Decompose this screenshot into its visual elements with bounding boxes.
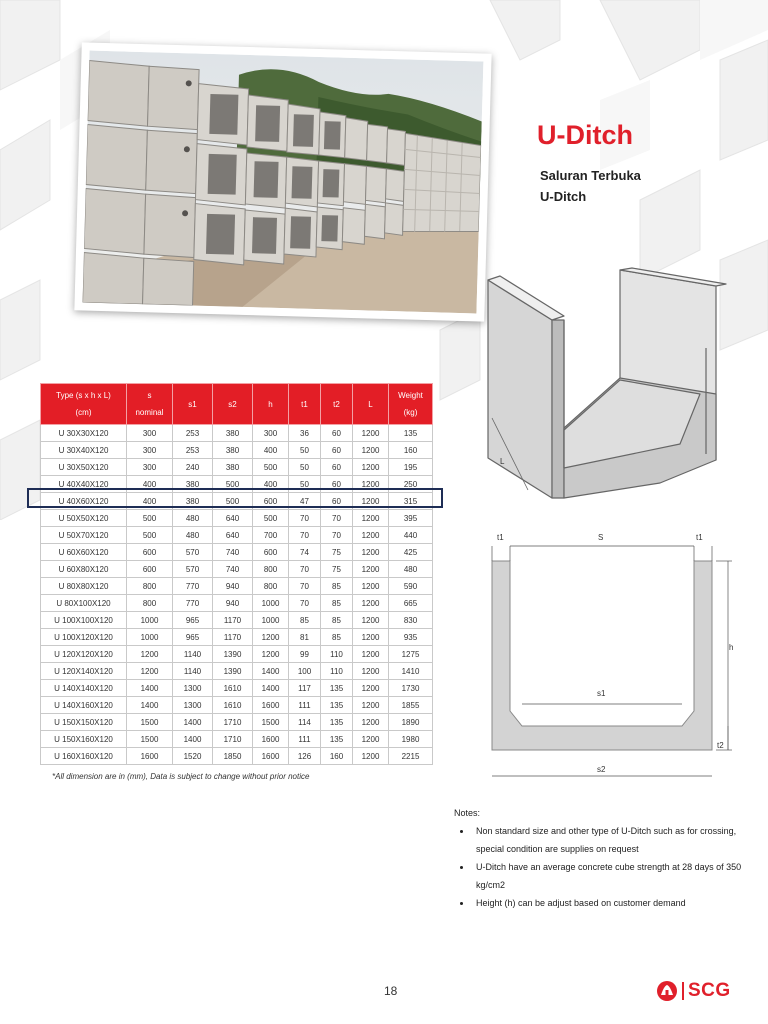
table-cell: 1200: [353, 425, 389, 442]
table-cell: 830: [389, 612, 433, 629]
table-cell: 800: [127, 595, 173, 612]
table-cell: 126: [289, 748, 321, 765]
table-cell: 1000: [127, 612, 173, 629]
table-cell: 75: [321, 544, 353, 561]
table-cell: 75: [321, 561, 353, 578]
table-cell: 85: [321, 612, 353, 629]
page-number: 18: [384, 984, 398, 998]
table-cell: 1390: [213, 663, 253, 680]
table-cell: 1200: [353, 714, 389, 731]
table-cell: 135: [321, 680, 353, 697]
table-cell: U 30X40X120: [41, 442, 127, 459]
table-cell: 1890: [389, 714, 433, 731]
table-cell: 70: [321, 510, 353, 527]
table-cell: 500: [253, 510, 289, 527]
table-cell: 135: [321, 714, 353, 731]
table-cell: 665: [389, 595, 433, 612]
table-cell: U 140X160X120: [41, 697, 127, 714]
note-item: • Non standard size and other type of U-Ditch such as for crossing, special condition are supplies on request: [472, 822, 754, 858]
table-cell: 965: [173, 629, 213, 646]
table-cell: U 40X60X120: [41, 493, 127, 510]
table-cell: 300: [127, 425, 173, 442]
label-s1: s1: [597, 689, 606, 698]
table-cell: 1200: [353, 544, 389, 561]
table-cell: 600: [253, 544, 289, 561]
table-row: [41, 544, 433, 561]
table-cell: 800: [253, 578, 289, 595]
table-cell: 500: [253, 459, 289, 476]
table-cell: U 140X140X120: [41, 680, 127, 697]
header-weight: Weight (kg): [389, 384, 433, 425]
table-cell: 1710: [213, 731, 253, 748]
table-cell: 965: [173, 612, 213, 629]
table-row: [41, 425, 433, 442]
header-l: L: [353, 384, 389, 425]
table-cell: 1400: [127, 697, 173, 714]
u-ditch-stack-photo: [83, 51, 484, 314]
table-row: [41, 578, 433, 595]
table-cell: 1610: [213, 680, 253, 697]
header-type: Type (s x h x L) (cm): [41, 384, 127, 425]
table-cell: 1200: [353, 527, 389, 544]
table-cell: 250: [389, 476, 433, 493]
table-row: [41, 595, 433, 612]
table-cell: 400: [253, 476, 289, 493]
table-row: [41, 680, 433, 697]
page-title: U-Ditch: [537, 120, 633, 150]
table-cell: 1600: [253, 731, 289, 748]
table-cell: 60: [321, 442, 353, 459]
table-cell: U 120X120X120: [41, 646, 127, 663]
table-cell: U 100X100X120: [41, 612, 127, 629]
table-cell: 70: [289, 561, 321, 578]
table-cell: 1200: [353, 697, 389, 714]
table-row: [41, 561, 433, 578]
table-cell: 1170: [213, 612, 253, 629]
table-cell: 110: [321, 663, 353, 680]
table-cell: U 50X70X120: [41, 527, 127, 544]
table-cell: U 50X50X120: [41, 510, 127, 527]
table-cell: 50: [289, 459, 321, 476]
table-cell: 1730: [389, 680, 433, 697]
table-cell: 1600: [253, 697, 289, 714]
table-cell: 1400: [173, 714, 213, 731]
header-s1: s1: [173, 384, 213, 425]
table-cell: 1850: [213, 748, 253, 765]
table-cell: 110: [321, 646, 353, 663]
table-cell: 1200: [353, 493, 389, 510]
label-t1-left: t1: [497, 533, 504, 542]
table-row: [41, 510, 433, 527]
table-cell: U 150X160X120: [41, 731, 127, 748]
brand-divider: [682, 982, 684, 1000]
table-cell: 640: [213, 527, 253, 544]
table-cell: 740: [213, 544, 253, 561]
table-cell: 500: [213, 493, 253, 510]
subtitle: [540, 165, 641, 207]
table-cell: U 80X100X120: [41, 595, 127, 612]
u-ditch-isometric-diagram: [480, 258, 740, 508]
table-cell: 1610: [213, 697, 253, 714]
table-cell: 1140: [173, 663, 213, 680]
table-cell: 1400: [253, 663, 289, 680]
table-cell: 1980: [389, 731, 433, 748]
iso-label-l: L: [500, 457, 505, 466]
table-cell: 800: [127, 578, 173, 595]
table-cell: 570: [173, 544, 213, 561]
table-cell: 500: [127, 527, 173, 544]
table-cell: 380: [213, 459, 253, 476]
table-cell: U 120X140X120: [41, 663, 127, 680]
table-cell: 570: [173, 561, 213, 578]
table-cell: 85: [289, 612, 321, 629]
table-cell: 940: [213, 578, 253, 595]
table-cell: 60: [321, 493, 353, 510]
table-cell: 1000: [253, 612, 289, 629]
table-cell: 1200: [353, 476, 389, 493]
header-s: s nominal: [127, 384, 173, 425]
table-cell: 480: [173, 527, 213, 544]
table-cell: 400: [253, 442, 289, 459]
note-item: • U-Ditch have an average concrete cube strength at 28 days of 350 kg/cm2: [472, 858, 754, 894]
table-cell: 70: [289, 595, 321, 612]
table-cell: 85: [321, 629, 353, 646]
table-row: [41, 527, 433, 544]
scg-emblem-icon: [656, 980, 678, 1002]
table-cell: 380: [173, 476, 213, 493]
table-cell: 1200: [127, 646, 173, 663]
notes-section: [454, 808, 754, 912]
table-row: [41, 442, 433, 459]
table-cell: 500: [127, 510, 173, 527]
table-cell: 315: [389, 493, 433, 510]
table-cell: 1500: [253, 714, 289, 731]
table-cell: 1300: [173, 680, 213, 697]
table-cell: 2215: [389, 748, 433, 765]
table-row: [41, 646, 433, 663]
table-cell: 160: [389, 442, 433, 459]
table-cell: 60: [321, 459, 353, 476]
table-cell: 600: [127, 544, 173, 561]
table-cell: 1200: [127, 663, 173, 680]
table-cell: 85: [321, 595, 353, 612]
table-cell: 640: [213, 510, 253, 527]
table-cell: 60: [321, 476, 353, 493]
table-cell: 770: [173, 595, 213, 612]
table-cell: U 60X80X120: [41, 561, 127, 578]
u-ditch-cross-section-diagram: [470, 526, 740, 786]
table-cell: 1855: [389, 697, 433, 714]
table-cell: 100: [289, 663, 321, 680]
table-cell: 740: [213, 561, 253, 578]
table-row: [41, 731, 433, 748]
table-cell: 1140: [173, 646, 213, 663]
subtitle-line-1: Saluran Terbuka: [540, 168, 641, 183]
table-cell: 70: [289, 510, 321, 527]
table-cell: 1200: [353, 459, 389, 476]
table-cell: 1520: [173, 748, 213, 765]
table-cell: 1200: [353, 578, 389, 595]
table-cell: U 150X150X120: [41, 714, 127, 731]
table-cell: 1400: [173, 731, 213, 748]
label-t2: t2: [717, 741, 724, 750]
table-cell: 70: [321, 527, 353, 544]
table-row: [41, 714, 433, 731]
table-cell: 1170: [213, 629, 253, 646]
table-cell: 99: [289, 646, 321, 663]
header-s2: s2: [213, 384, 253, 425]
table-cell: U 30X30X120: [41, 425, 127, 442]
table-cell: 1500: [127, 714, 173, 731]
table-cell: 1200: [253, 646, 289, 663]
table-cell: 1275: [389, 646, 433, 663]
table-cell: 1600: [253, 748, 289, 765]
table-cell: 47: [289, 493, 321, 510]
table-cell: 1390: [213, 646, 253, 663]
notes-list: [454, 822, 754, 912]
table-cell: 114: [289, 714, 321, 731]
table-cell: U 160X160X120: [41, 748, 127, 765]
table-cell: 1000: [127, 629, 173, 646]
table-cell: 1200: [353, 561, 389, 578]
table-cell: 380: [173, 493, 213, 510]
table-cell: 1400: [253, 680, 289, 697]
table-cell: 195: [389, 459, 433, 476]
spec-table: [40, 383, 433, 765]
table-cell: 111: [289, 697, 321, 714]
table-row: [41, 459, 433, 476]
subtitle-line-2: U-Ditch: [540, 189, 587, 204]
table-cell: 1200: [253, 629, 289, 646]
table-cell: 800: [253, 561, 289, 578]
table-cell: 1200: [353, 629, 389, 646]
table-cell: 500: [213, 476, 253, 493]
brand-name: SCG: [688, 980, 731, 1001]
table-cell: 1200: [353, 663, 389, 680]
table-cell: U 40X40X120: [41, 476, 127, 493]
table-cell: 135: [321, 731, 353, 748]
table-cell: 253: [173, 425, 213, 442]
table-cell: 74: [289, 544, 321, 561]
table-cell: 1200: [353, 442, 389, 459]
table-cell: 300: [127, 442, 173, 459]
table-cell: 1200: [353, 748, 389, 765]
label-t1-right: t1: [696, 533, 703, 542]
table-cell: 1710: [213, 714, 253, 731]
table-row: [41, 697, 433, 714]
table-cell: 380: [213, 425, 253, 442]
table-cell: 480: [173, 510, 213, 527]
header-t2: t2: [321, 384, 353, 425]
table-cell: 700: [253, 527, 289, 544]
table-cell: 70: [289, 578, 321, 595]
table-cell: 1200: [353, 595, 389, 612]
table-cell: 440: [389, 527, 433, 544]
product-photo: [74, 42, 491, 321]
table-cell: 135: [321, 697, 353, 714]
table-cell: 1500: [127, 731, 173, 748]
table-row: [41, 612, 433, 629]
header-t1: t1: [289, 384, 321, 425]
table-cell: 770: [173, 578, 213, 595]
table-cell: 1200: [353, 510, 389, 527]
label-s2: s2: [597, 765, 606, 774]
table-footnote: *All dimension are in (mm), Data is subject to change without prior notice: [52, 772, 310, 781]
table-cell: 111: [289, 731, 321, 748]
table-cell: 135: [389, 425, 433, 442]
table-cell: 81: [289, 629, 321, 646]
header-h: h: [253, 384, 289, 425]
table-row: [41, 629, 433, 646]
table-row: [41, 748, 433, 765]
table-cell: 1200: [353, 612, 389, 629]
table-cell: 70: [289, 527, 321, 544]
table-cell: 60: [321, 425, 353, 442]
table-cell: U 100X120X120: [41, 629, 127, 646]
table-cell: 400: [127, 476, 173, 493]
table-row: [41, 663, 433, 680]
table-cell: 1200: [353, 731, 389, 748]
table-cell: 253: [173, 442, 213, 459]
brand-logo: [656, 980, 731, 1002]
table-cell: 36: [289, 425, 321, 442]
table-cell: 480: [389, 561, 433, 578]
table-cell: 425: [389, 544, 433, 561]
table-cell: 935: [389, 629, 433, 646]
label-s: S: [598, 533, 604, 542]
table-cell: U 80X80X120: [41, 578, 127, 595]
table-cell: 240: [173, 459, 213, 476]
table-cell: 117: [289, 680, 321, 697]
table-cell: 600: [127, 561, 173, 578]
table-cell: 400: [127, 493, 173, 510]
table-cell: 590: [389, 578, 433, 595]
table-cell: 1200: [353, 680, 389, 697]
table-cell: 1300: [173, 697, 213, 714]
table-cell: 85: [321, 578, 353, 595]
notes-title: Notes:: [454, 808, 481, 818]
table-cell: 380: [213, 442, 253, 459]
table-cell: 395: [389, 510, 433, 527]
table-cell: 50: [289, 442, 321, 459]
label-h: h: [729, 643, 734, 652]
table-cell: 940: [213, 595, 253, 612]
table-cell: 1600: [127, 748, 173, 765]
table-cell: 1410: [389, 663, 433, 680]
table-cell: 600: [253, 493, 289, 510]
table-cell: 300: [253, 425, 289, 442]
table-cell: 160: [321, 748, 353, 765]
table-cell: 1200: [353, 646, 389, 663]
table-cell: 50: [289, 476, 321, 493]
table-cell: U 60X60X120: [41, 544, 127, 561]
note-item: • Height (h) can be adjust based on customer demand: [472, 894, 754, 912]
table-cell: 300: [127, 459, 173, 476]
highlighted-row-box: [27, 488, 443, 508]
table-body: [41, 425, 433, 765]
table-cell: 1400: [127, 680, 173, 697]
table-cell: U 30X50X120: [41, 459, 127, 476]
table-cell: 1000: [253, 595, 289, 612]
